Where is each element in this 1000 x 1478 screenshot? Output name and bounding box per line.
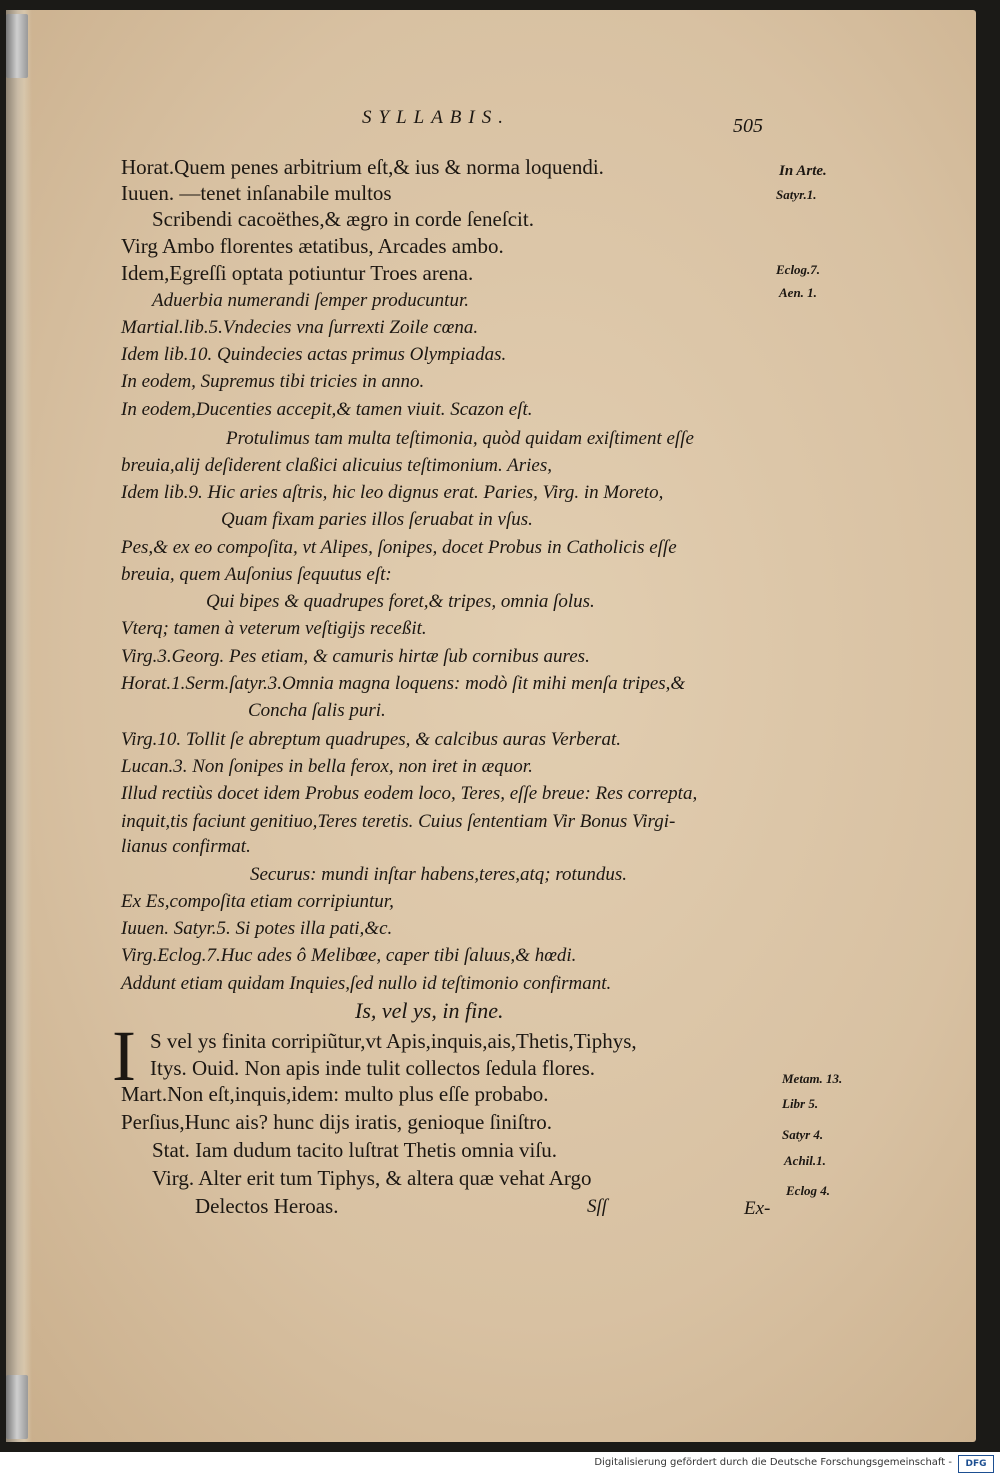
drop-capital: I (112, 1016, 136, 1096)
text-line: In eodem,Ducenties accepit,& tamen viuit. Scazon eſt. (121, 399, 533, 420)
running-head: SYLLABIS. (362, 107, 510, 128)
catchword: Ex- (744, 1198, 771, 1219)
text-line: Idem,Egreſſi optata potiuntur Troes arena. (121, 261, 474, 285)
text-line: Virg. Alter erit tum Tiphys, & altera quæ vehat Argo (152, 1166, 592, 1190)
text-line: S vel ys finita corripiũtur,vt Apis,inquis,ais,Thetis,Tiphys, (150, 1029, 637, 1053)
text-line: Martial.lib.5.Vndecies vna ſurrexti Zoile cœna. (121, 317, 479, 338)
signature-mark: Sſſ (587, 1196, 608, 1217)
text-line: Virg.Eclog.7.Huc ades ô Melibœe, caper tibi ſaluus,& hœdi. (121, 945, 577, 966)
section-heading: Is, vel ys, in fine. (355, 998, 504, 1023)
text-line: Idem lib.9. Hic aries aſtris, hic leo dignus erat. Paries, Virg. in Moreto, (121, 482, 664, 503)
text-line: Pes,& ex eo compoſita, vt Alipes, ſonipes, docet Probus in Catholicis eſſe (121, 537, 677, 558)
text-line: Lucan.3. Non ſonipes in bella ferox, non iret in æquor. (121, 756, 533, 777)
text-line: Qui bipes & quadrupes foret,& tripes, omnia ſolus. (206, 591, 595, 612)
text-line: breuia, quem Auſonius ſequutus eſt: (121, 564, 392, 585)
text-line: Mart.Non eſt,inquis,idem: multo plus eſſe probabo. (121, 1082, 549, 1106)
text-line: Horat.1.Serm.ſatyr.3.Omnia magna loquens: modò ſit mihi menſa tripes,& (121, 673, 686, 694)
text-line: Horat.Quem penes arbitrium eſt,& ius & norma loquendi. (121, 155, 604, 179)
footer-bar (0, 1452, 1000, 1478)
page-number: 505 (733, 115, 763, 137)
text-line: Itys. Ouid. Non apis inde tulit collectos ſedula flores. (150, 1056, 595, 1080)
text-line: Iuuen. —tenet inſanabile multos (121, 181, 392, 205)
text-line: Quam fixam paries illos ſeruabat in vſus. (221, 509, 533, 530)
text-line: breuia,alij deſiderent claßici alicuius teſtimonium. Aries, (121, 455, 552, 476)
text-line: Protulimus tam multa teſtimonia, quòd quidam exiſtiment eſſe (226, 428, 694, 449)
text-line: Stat. Iam dudum tacito luſtrat Thetis omnia viſu. (152, 1138, 557, 1162)
text-line: Aduerbia numerandi ſemper producuntur. (152, 290, 469, 311)
text-line: Ex Es,compoſita etiam corripiuntur, (121, 891, 394, 912)
margin-note: Aen. 1. (779, 285, 817, 300)
margin-note: Libr 5. (782, 1096, 819, 1111)
text-line: Iuuen. Satyr.5. Si potes illa pati,&c. (121, 918, 393, 939)
text-line: Delectos Heroas. (195, 1194, 339, 1218)
margin-note: Achil.1. (784, 1153, 826, 1168)
text-line: Virg.10. Tollit ſe abreptum quadrupes, & calcibus auras Verberat. (121, 729, 621, 750)
text-line: Securus: mundi inſtar habens,teres,atq; rotundus. (250, 864, 627, 885)
margin-note: In Arte. (779, 163, 827, 179)
text-line: inquit,tis faciunt genitiuo,Teres teretis. Cuius ſententiam Vir Bonus Virgi- (121, 811, 676, 832)
margin-note: Eclog.7. (776, 262, 821, 277)
margin-note: Satyr.1. (776, 187, 817, 202)
dfg-logo: DFG (958, 1455, 994, 1473)
text-line: Illud rectiùs docet idem Probus eodem loco, Teres, eſſe breue: Res correpta, (121, 783, 698, 804)
margin-note: Metam. 13. (782, 1071, 843, 1086)
text-line: In eodem, Supremus tibi tricies in anno. (121, 371, 425, 392)
text-line: Scribendi cacoëthes,& ægro in corde ſeneſcit. (152, 207, 534, 231)
text-line: Addunt etiam quidam Inquies,ſed nullo id teſtimonio confirmant. (121, 973, 612, 994)
margin-note: Satyr 4. (782, 1127, 824, 1142)
text-line: Perſius,Hunc ais? hunc dijs iratis, genioque ſiniſtro. (121, 1110, 553, 1134)
margin-note: Eclog 4. (786, 1183, 831, 1198)
funding-notice: Digitalisierung gefördert durch die Deutsche Forschungsgemeinschaft - (594, 1457, 952, 1468)
text-line: Idem lib.10. Quindecies actas primus Olympiadas. (121, 344, 507, 365)
text-line: Virg.3.Georg. Pes etiam, & camuris hirtæ ſub cornibus aures. (121, 646, 590, 667)
text-line: Virg Ambo florentes ætatibus, Arcades ambo. (121, 234, 504, 258)
text-line: lianus confirmat. (121, 836, 251, 857)
text-line: Vterq; tamen à veterum veſtigijs receßit. (121, 618, 427, 639)
text-line: Concha ſalis puri. (248, 700, 386, 721)
